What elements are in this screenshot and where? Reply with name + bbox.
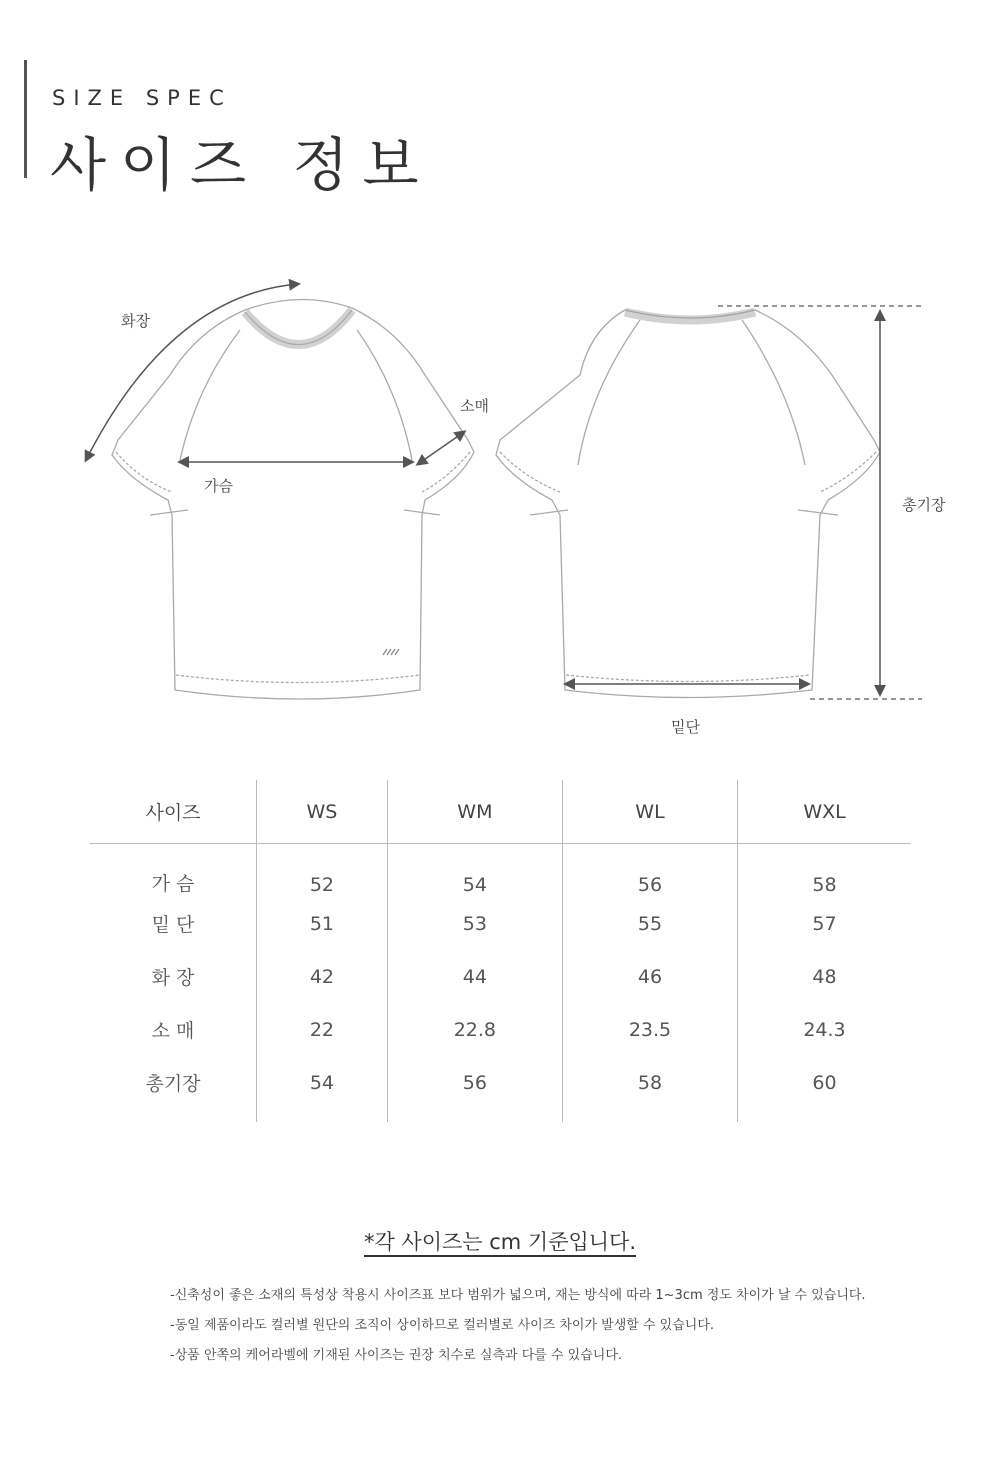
table-cell: 56 xyxy=(562,844,737,898)
table-cell: 52 xyxy=(257,844,388,898)
note-item: -상품 안쪽의 케어라벨에 기재된 사이즈는 권장 치수로 실측과 다를 수 있습니다. xyxy=(170,1348,623,1363)
size-table-header-row xyxy=(90,780,911,844)
table-row xyxy=(90,1003,911,1056)
table-cell: 48 xyxy=(738,950,911,1003)
table-cell: 53 xyxy=(387,897,562,950)
table-cell: 51 xyxy=(257,897,388,950)
table-cell: 58 xyxy=(562,1056,737,1122)
size-table xyxy=(90,780,911,1122)
table-cell: 24.3 xyxy=(738,1003,911,1056)
row-label: 밑 단 xyxy=(151,914,195,936)
row-label: 총기장 xyxy=(145,1073,201,1095)
unit-notice xyxy=(0,1226,1000,1256)
tshirt-front xyxy=(112,299,474,699)
label-sleeve: 소매 xyxy=(460,397,489,415)
title-accent-bar xyxy=(24,60,27,178)
label-hem: 밑단 xyxy=(671,718,700,736)
table-row xyxy=(90,950,911,1003)
note-item: -신축성이 좋은 소재의 특성상 착용시 사이즈표 보다 범위가 넓으며, 재는 방식에 따라 1~3cm 정도 차이가 날 수 있습니다. xyxy=(170,1288,866,1303)
header-wm: WM xyxy=(387,780,562,844)
table-row xyxy=(90,844,911,898)
unit-notice-text: *각 사이즈는 cm 기준입니다. xyxy=(363,1230,637,1254)
table-row xyxy=(90,897,911,950)
table-cell: 22.8 xyxy=(387,1003,562,1056)
table-cell: 54 xyxy=(387,844,562,898)
table-cell: 58 xyxy=(738,844,911,898)
tshirt-back xyxy=(496,310,880,698)
table-cell: 56 xyxy=(387,1056,562,1122)
label-sleeve-length: 화장 xyxy=(121,312,150,330)
header-wxl: WXL xyxy=(738,780,911,844)
table-cell: 23.5 xyxy=(562,1003,737,1056)
size-notes xyxy=(170,1281,866,1371)
table-cell: 42 xyxy=(257,950,388,1003)
header-wl: WL xyxy=(562,780,737,844)
page-title: 사이즈 정보 xyxy=(50,131,433,199)
header-ws: WS xyxy=(257,780,388,844)
section-subtitle: SIZE SPEC xyxy=(52,86,232,110)
tshirt-diagram-svg xyxy=(0,240,1000,760)
table-cell: 22 xyxy=(257,1003,388,1056)
table-cell: 60 xyxy=(738,1056,911,1122)
table-cell: 54 xyxy=(257,1056,388,1122)
table-cell: 57 xyxy=(738,897,911,950)
header-size: 사이즈 xyxy=(90,780,257,844)
row-label: 소 매 xyxy=(151,1020,195,1042)
note-item: -동일 제품이라도 컬러별 원단의 조직이 상이하므로 컬러별로 사이즈 차이가 발생할 수 있습니다. xyxy=(170,1318,715,1333)
table-cell: 46 xyxy=(562,950,737,1003)
row-label: 가 슴 xyxy=(151,873,195,895)
row-label: 화 장 xyxy=(151,967,195,989)
table-cell: 44 xyxy=(387,950,562,1003)
table-cell: 55 xyxy=(562,897,737,950)
measurement-diagram xyxy=(0,240,1000,760)
table-row xyxy=(90,1056,911,1122)
label-total-length: 총기장 xyxy=(902,496,946,514)
label-chest: 가슴 xyxy=(204,477,233,495)
